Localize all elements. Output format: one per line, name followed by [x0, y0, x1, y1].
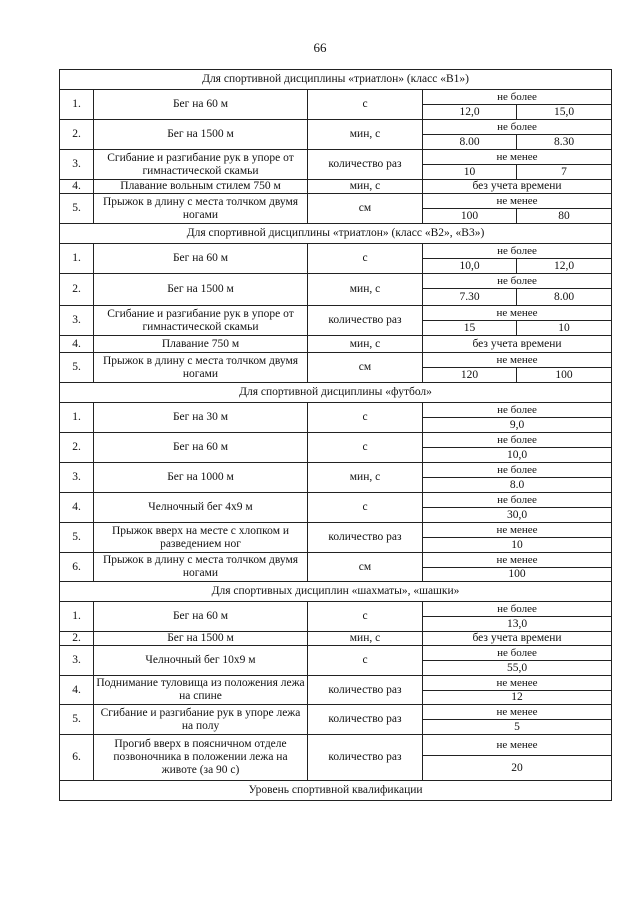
condition: не менее	[423, 523, 612, 538]
row-number: 3.	[60, 646, 94, 676]
table-row	[60, 180, 612, 194]
value-male: 100	[423, 209, 517, 224]
table-row	[60, 705, 612, 720]
unit: с	[308, 493, 423, 523]
standard-value: 30,0	[423, 508, 612, 523]
table-row	[60, 274, 612, 289]
value-male: 8.00	[423, 135, 517, 150]
test-name: Челночный бег 10х9 м	[94, 646, 308, 676]
standard-value: 9,0	[423, 418, 612, 433]
value-female: 100	[517, 368, 612, 383]
standard-value: 12	[423, 691, 612, 705]
row-number: 2.	[60, 632, 94, 646]
row-number: 1.	[60, 403, 94, 433]
condition: не менее	[423, 553, 612, 568]
table-row	[60, 646, 612, 661]
unit: количество раз	[308, 523, 423, 553]
unit: мин, с	[308, 120, 423, 150]
unit: с	[308, 602, 423, 632]
value-male: 12,0	[423, 105, 517, 120]
standard-value: 100	[423, 568, 612, 582]
table-row	[60, 433, 612, 448]
value-female: 7	[517, 165, 612, 180]
test-name: Бег на 1500 м	[94, 632, 308, 646]
standard-value: 5	[423, 720, 612, 735]
test-name: Бег на 1000 м	[94, 463, 308, 493]
test-name: Бег на 1500 м	[94, 120, 308, 150]
standard-value: 13,0	[423, 617, 612, 632]
condition: не более	[423, 244, 612, 259]
row-number: 5.	[60, 523, 94, 553]
unit: с	[308, 244, 423, 274]
unit: с	[308, 433, 423, 463]
unit: см	[308, 353, 423, 383]
unit: количество раз	[308, 735, 423, 781]
condition: не более	[423, 646, 612, 661]
row-number: 4.	[60, 336, 94, 353]
section-header-row	[60, 383, 612, 403]
test-name: Плавание 750 м	[94, 336, 308, 353]
standard-value: 20	[423, 756, 612, 781]
value-female: 12,0	[517, 259, 612, 274]
row-number: 1.	[60, 90, 94, 120]
test-name: Прыжок в длину с места толчком двумя ногами	[94, 353, 308, 383]
table-row	[60, 194, 612, 209]
table-row	[60, 463, 612, 478]
test-name: Бег на 1500 м	[94, 274, 308, 306]
condition: не менее	[423, 705, 612, 720]
table-row	[60, 120, 612, 135]
condition: не менее	[423, 735, 612, 756]
test-name: Прогиб вверх в поясничном отделе позвоночника в положении лежа на животе (за 90 с)	[94, 735, 308, 781]
table-row	[60, 602, 612, 617]
value-female: 80	[517, 209, 612, 224]
unit: количество раз	[308, 150, 423, 180]
condition: не менее	[423, 353, 612, 368]
table-row	[60, 244, 612, 259]
unit: мин, с	[308, 274, 423, 306]
page-number: 66	[313, 40, 327, 55]
row-number: 1.	[60, 602, 94, 632]
condition: не менее	[423, 306, 612, 321]
unit: количество раз	[308, 705, 423, 735]
section-title: Для спортивной дисциплины «триатлон» (класс «B1»)	[60, 70, 612, 90]
standard-value: 10	[423, 538, 612, 553]
value-female: 10	[517, 321, 612, 336]
value-male: 120	[423, 368, 517, 383]
condition: не более	[423, 463, 612, 478]
value-male: 10	[423, 165, 517, 180]
unit: мин, с	[308, 463, 423, 493]
test-name: Бег на 60 м	[94, 602, 308, 632]
row-number: 5.	[60, 353, 94, 383]
standard-value: 55,0	[423, 661, 612, 676]
test-name: Бег на 60 м	[94, 90, 308, 120]
section-header-row	[60, 582, 612, 602]
section-header-row	[60, 70, 612, 90]
value-female: 8.00	[517, 289, 612, 306]
section-title: Для спортивных дисциплин «шахматы», «шашки»	[60, 582, 612, 602]
test-name: Сгибание и разгибание рук в упоре от гимнастической скамьи	[94, 150, 308, 180]
row-number: 2.	[60, 433, 94, 463]
value-male: 10,0	[423, 259, 517, 274]
standard-value: без учета времени	[423, 336, 612, 353]
table-row	[60, 336, 612, 353]
row-number: 5.	[60, 194, 94, 224]
condition: не менее	[423, 676, 612, 691]
table-row	[60, 353, 612, 368]
unit: количество раз	[308, 676, 423, 705]
unit: см	[308, 553, 423, 582]
unit: мин, с	[308, 180, 423, 194]
test-name: Бег на 60 м	[94, 433, 308, 463]
unit: количество раз	[308, 306, 423, 336]
row-number: 6.	[60, 735, 94, 781]
table-row	[60, 403, 612, 418]
test-name: Плавание вольным стилем 750 м	[94, 180, 308, 194]
test-name: Сгибание и разгибание рук в упоре от гимнастической скамьи	[94, 306, 308, 336]
section-header-row	[60, 224, 612, 244]
unit: см	[308, 194, 423, 224]
table-row	[60, 90, 612, 105]
table-row	[60, 676, 612, 691]
test-name: Сгибание и разгибание рук в упоре лежа на полу	[94, 705, 308, 735]
standard-value: 10,0	[423, 448, 612, 463]
standard-value: без учета времени	[423, 632, 612, 646]
section-title: Для спортивной дисциплины «футбол»	[60, 383, 612, 403]
condition: не менее	[423, 194, 612, 209]
value-male: 15	[423, 321, 517, 336]
value-female: 8.30	[517, 135, 612, 150]
row-number: 2.	[60, 274, 94, 306]
row-number: 3.	[60, 150, 94, 180]
value-male: 7.30	[423, 289, 517, 306]
unit: мин, с	[308, 632, 423, 646]
test-name: Бег на 30 м	[94, 403, 308, 433]
condition: не менее	[423, 150, 612, 165]
row-number: 4.	[60, 676, 94, 705]
standard-value: 8.0	[423, 478, 612, 493]
row-number: 3.	[60, 463, 94, 493]
condition: не более	[423, 274, 612, 289]
standard-value: без учета времени	[423, 180, 612, 194]
unit: с	[308, 90, 423, 120]
row-number: 2.	[60, 120, 94, 150]
condition: не более	[423, 120, 612, 135]
unit: с	[308, 403, 423, 433]
unit: с	[308, 646, 423, 676]
footer-row	[60, 781, 612, 801]
unit: мин, с	[308, 336, 423, 353]
condition: не более	[423, 433, 612, 448]
test-name: Прыжок в длину с места толчком двумя ногами	[94, 553, 308, 582]
table-row	[60, 493, 612, 508]
value-female: 15,0	[517, 105, 612, 120]
standards-table	[59, 69, 612, 801]
table-row	[60, 150, 612, 165]
table-row	[60, 553, 612, 568]
condition: не более	[423, 403, 612, 418]
row-number: 3.	[60, 306, 94, 336]
row-number: 1.	[60, 244, 94, 274]
row-number: 6.	[60, 553, 94, 582]
test-name: Прыжок вверх на месте с хлопком и разведением ног	[94, 523, 308, 553]
qualification-level-title: Уровень спортивной квалификации	[60, 781, 612, 801]
row-number: 4.	[60, 493, 94, 523]
table-row	[60, 306, 612, 321]
row-number: 5.	[60, 705, 94, 735]
row-number: 4.	[60, 180, 94, 194]
test-name: Поднимание туловища из положения лежа на спине	[94, 676, 308, 705]
test-name: Бег на 60 м	[94, 244, 308, 274]
table-row	[60, 632, 612, 646]
test-name: Челночный бег 4х9 м	[94, 493, 308, 523]
table-row	[60, 735, 612, 756]
condition: не более	[423, 90, 612, 105]
section-title: Для спортивной дисциплины «триатлон» (класс «B2», «B3»)	[60, 224, 612, 244]
test-name: Прыжок в длину с места толчком двумя ногами	[94, 194, 308, 224]
condition: не более	[423, 493, 612, 508]
table-row	[60, 523, 612, 538]
condition: не более	[423, 602, 612, 617]
